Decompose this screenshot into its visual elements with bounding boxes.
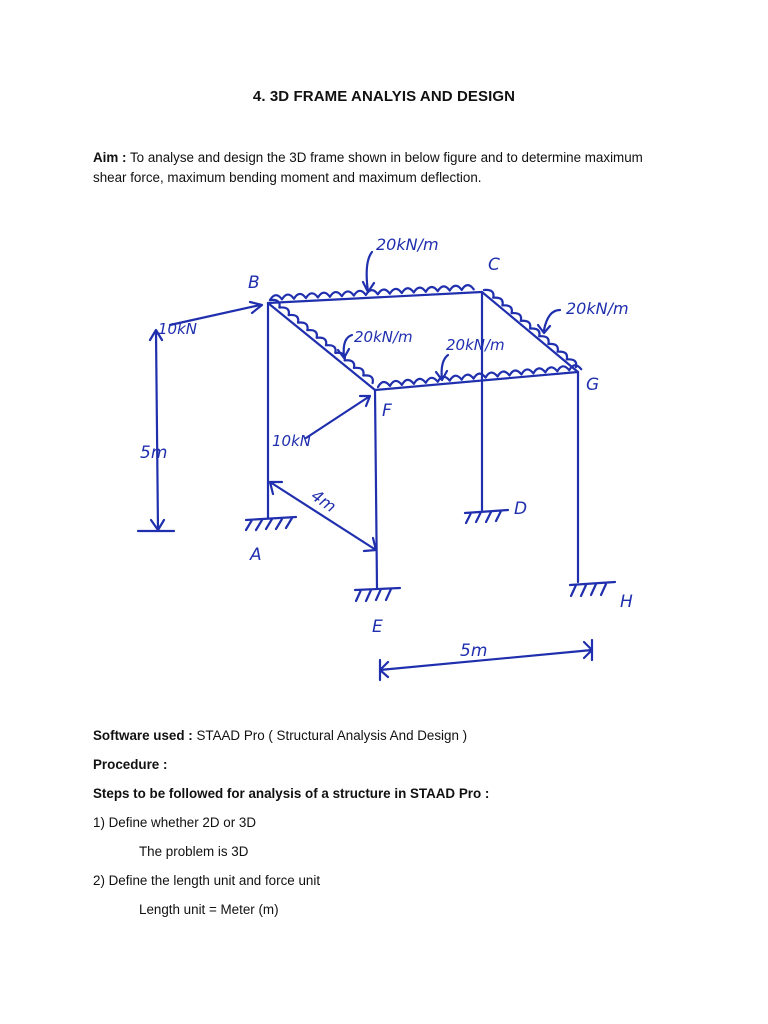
load-label-cg: 20kN/m [566, 299, 629, 318]
load-label-bc: 20kN/m [376, 235, 439, 254]
support-a [246, 517, 296, 530]
node-label-b: B [248, 273, 260, 293]
step-1: 1) Define whether 2D or 3D [93, 815, 256, 830]
column-fe [375, 390, 377, 588]
support-h [570, 582, 615, 596]
beam-cg [482, 292, 578, 372]
document-title: 4. 3D FRAME ANALYIS AND DESIGN [252, 88, 516, 105]
frame-figure [110, 220, 670, 700]
software-line [93, 727, 467, 745]
load-arrow-cg [538, 310, 560, 333]
node-label-h: H [620, 592, 633, 612]
aim-label: Aim : [93, 150, 127, 165]
beam-bf [268, 303, 375, 390]
load-label-fg: 20kN/m [446, 336, 505, 354]
load-label-bf: 20kN/m [354, 328, 413, 346]
dim-label-width: 5m [460, 641, 488, 661]
steps-heading: Steps to be followed for analysis of a structure in STAAD Pro : [93, 786, 490, 801]
step-2: 2) Define the length unit and force unit [93, 873, 321, 888]
frame-sketch [110, 220, 670, 700]
point-load-label-f: 10kN [272, 432, 311, 450]
node-label-c: C [488, 255, 500, 275]
node-label-e: E [372, 617, 383, 637]
node-label-a: A [250, 545, 262, 565]
load-arrow-bf [338, 335, 352, 358]
aim-paragraph [93, 148, 653, 187]
step-2-detail: Length unit = Meter (m) [139, 902, 279, 917]
support-e [355, 588, 400, 601]
udl-cg [484, 287, 578, 367]
step-1-detail: The problem is 3D [139, 844, 249, 859]
procedure-heading: Procedure : [93, 757, 168, 772]
udl-fg [378, 365, 582, 387]
node-label-d: D [514, 499, 528, 519]
node-label-f: F [382, 401, 392, 421]
software-label: Software used : [93, 728, 193, 743]
point-load-f-arrow [306, 396, 370, 438]
software-text: STAAD Pro ( Structural Analysis And Design ) [196, 728, 468, 743]
support-d [465, 510, 508, 523]
aim-text: To analyse and design the 3D frame shown in below figure and to determine maximum shear force, maximum bending moment and maximum deflection. [93, 150, 643, 185]
node-label-g: G [586, 375, 600, 395]
dim-height-line [138, 330, 174, 531]
dim-label-depth: 4m [307, 485, 340, 517]
point-load-label-b: 10kN [158, 320, 197, 338]
load-arrow-bc [363, 252, 374, 292]
dim-label-height: 5m [140, 443, 168, 463]
